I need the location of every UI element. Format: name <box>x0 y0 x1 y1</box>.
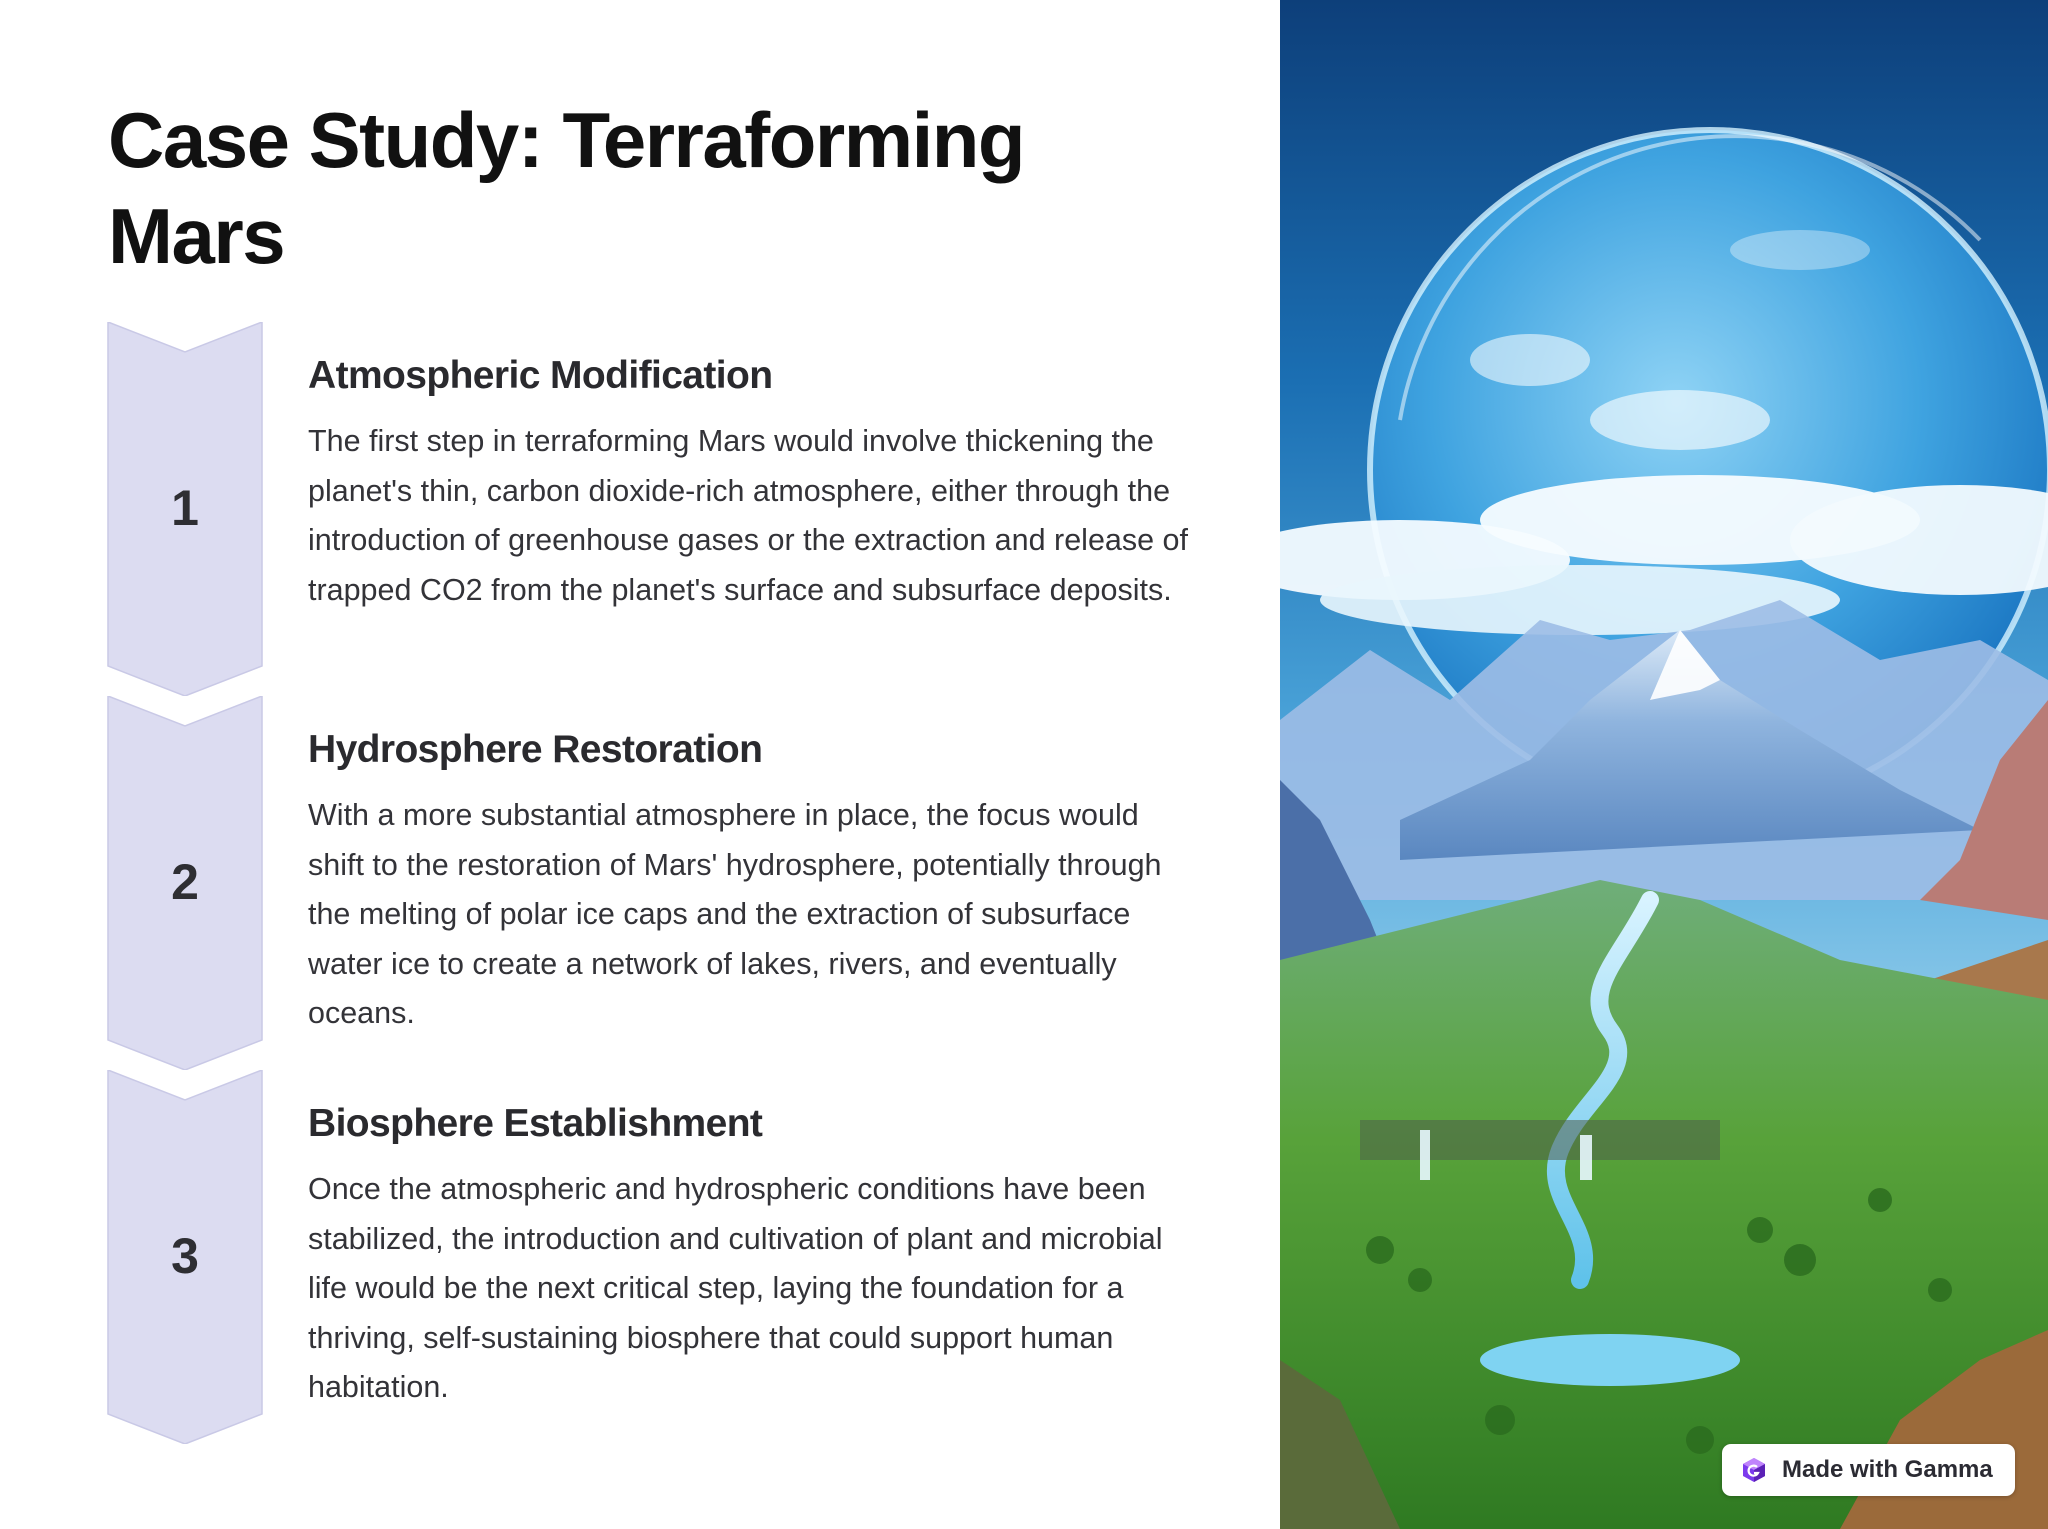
step-item <box>0 696 1280 1070</box>
step-number: 3 <box>171 1228 199 1284</box>
step-description: The first step in terraforming Mars would involve thickening the planet's thin, carbon dioxide-rich atmosphere, either through the introduction of greenhouse gases or the extraction and release of trapped CO2 from the planet's surface and subsurface deposits. <box>308 424 1188 607</box>
step-title: Atmospheric Modification <box>308 354 773 397</box>
made-with-gamma-badge[interactable] <box>1722 1444 2015 1496</box>
step-title: Hydrosphere Restoration <box>308 728 763 771</box>
page-title: Case Study: Terraforming Mars <box>108 96 1025 280</box>
gamma-logo-icon <box>1740 1456 1768 1484</box>
step-number: 2 <box>171 854 199 910</box>
step-item <box>0 1070 1280 1444</box>
landscape-illustration <box>1280 0 2048 1529</box>
step-number: 1 <box>171 480 199 536</box>
step-title: Biosphere Establishment <box>308 1102 763 1145</box>
badge-label: Made with Gamma <box>1782 1456 1993 1483</box>
step-description: With a more substantial atmosphere in place, the focus would shift to the restoration of Mars' hydrosphere, potentially through the melting of polar ice caps and the extraction of subsurface water ice to create a network of lakes, rivers, and eventually oceans. <box>308 798 1162 1030</box>
step-description: Once the atmospheric and hydrospheric conditions have been stabilized, the introduction and cultivation of plant and microbial life would be the next critical step, laying the foundation for a thriving, self-sustaining biosphere that could support human habitation. <box>308 1172 1163 1404</box>
hero-illustration <box>1280 0 2048 1529</box>
step-item <box>0 322 1280 696</box>
